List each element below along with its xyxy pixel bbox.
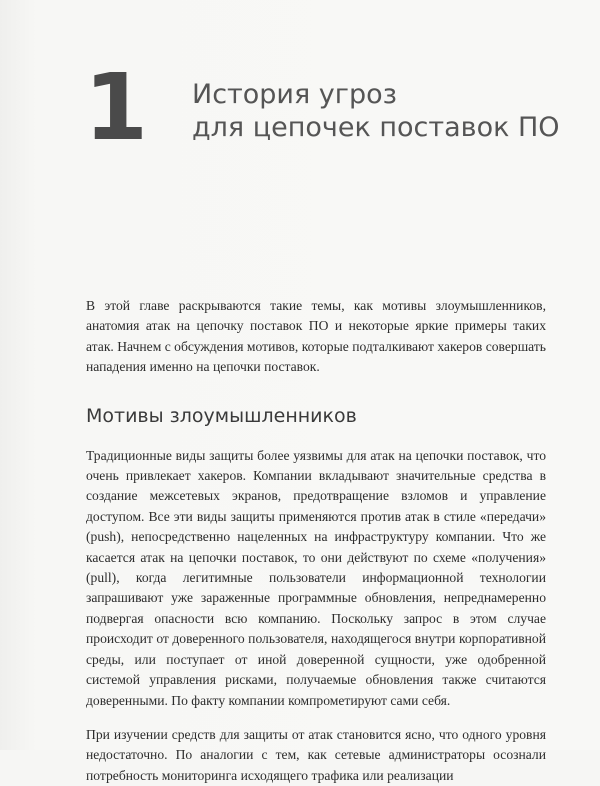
body-paragraph-2: При изучении средств для защиты от атак становится ясно, что одного уровня недостаточно. По аналогии с тем, как сетевые администраторы осознали потребность мониторинга исходящего трафика или реализации — [86, 726, 546, 783]
chapter-title-line-1: История угроз — [192, 79, 397, 110]
chapter-title — [192, 78, 560, 144]
section-heading: Мотивы злоумышленников — [86, 404, 357, 427]
chapter-title-line-2: для цепочек поставок ПО — [192, 112, 560, 143]
chapter-content — [86, 296, 546, 786]
chapter-number: 1 — [84, 54, 147, 161]
intro-paragraph: В этой главе раскрываются такие темы, как мотивы злоумышленников, анатомия атак на цепочку поставок ПО и некоторые яркие примеры таких атак. Начнем с обсуждения мотивов, которые подталкивают хакеров совершать нападения именно на цепочки поставок. — [86, 298, 546, 375]
body-paragraph-1: Традиционные виды защиты более уязвимы для атак на цепочки поставок, что очень привлекает хакеров. Компании вкладывают значительные средства в создание межсетевых экранов, предотвращение взломов и управление доступом. Все эти виды защиты применяются против атак в стиле «передачи» (push), непосредственно нацеленных на инфраструктуру компании. Что же касается атак на цепочки поставок, то они действуют по схеме «получения» (pull), когда легитимные пользователи информационной технологии запрашивают уже зараженные программные обновления, непреднамеренно подвергая опасности всю компанию. Поскольку запрос в этом случае происходит от доверенного пользователя, находящегося внутри корпоративной среды, или поступает от иной доверенной сущности, уже одобренной системой управления рисками, получаемые обновления также считаются доверенными. По факту компании компрометируют сами себя. — [86, 447, 546, 708]
